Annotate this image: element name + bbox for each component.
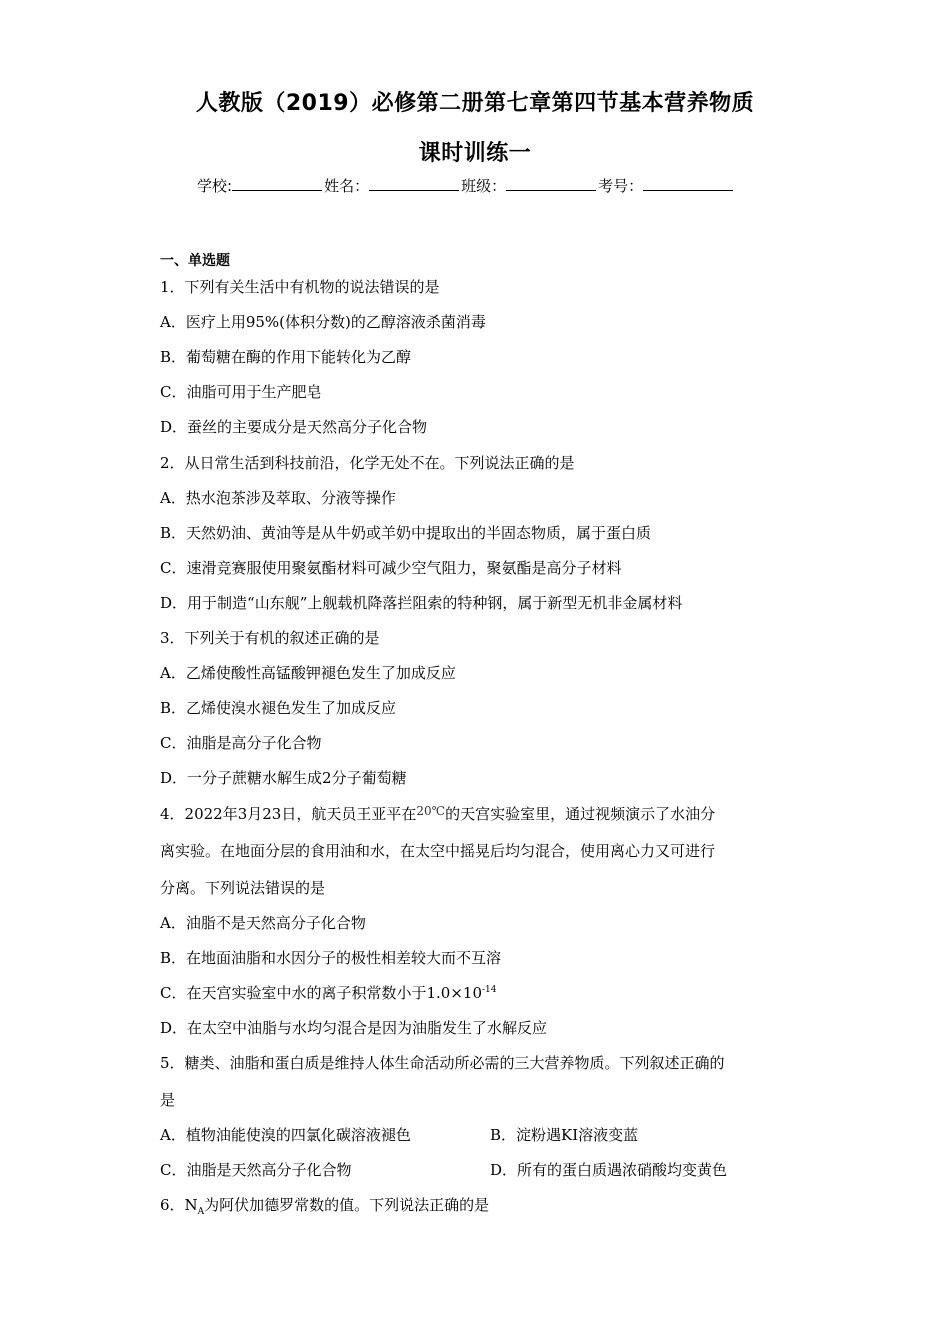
class-blank[interactable] [506,176,596,191]
exponent: -14 [482,985,497,995]
name-label: 姓名： [324,177,370,195]
question-3-stem: 3．下列关于有机的叙述正确的是 [160,629,380,647]
exam-number-label: 考号： [598,177,644,195]
question-5-stem-line2: 是 [160,1091,176,1109]
question-4-stem [160,803,715,824]
question-1-stem: 1．下列有关生活中有机物的说法错误的是 [160,278,440,296]
question-4-stem-post: 的天宫实验室里，通过视频演示了水油分 [445,805,716,823]
question-6-prefix: 6．N [160,1196,198,1214]
temperature-label: 20℃ [416,804,446,818]
page-subtitle: 课时训练一 [418,141,532,166]
school-label: 学校: [197,177,233,195]
question-5-option-c: C．油脂是天然高分子化合物 [160,1161,352,1179]
question-4-option-c [160,982,497,1003]
exam-number-blank[interactable] [643,176,733,191]
subscript: A [197,1207,205,1217]
question-1-option-b: B．葡萄糖在酶的作用下能转化为乙醇 [160,348,412,366]
question-4-stem-line3: 分离。下列说法错误的是 [160,879,326,897]
question-4-stem-line2: 离实验。在地面分层的食用油和水，在太空中摇晃后均匀混合，使用离心力又可进行 [160,842,716,860]
question-6-rest: 为阿伏加德罗常数的值。下列说法正确的是 [204,1196,490,1214]
section-heading: 一、单选题 [160,253,230,269]
question-1-option-c: C．油脂可用于生产肥皂 [160,383,322,401]
question-1-option-d: D．蚕丝的主要成分是天然高分子化合物 [160,418,428,436]
question-2-option-c: C．速滑竞赛服使用聚氨酯材料可减少空气阻力，聚氨酯是高分子材料 [160,559,622,577]
class-label: 班级： [461,177,507,195]
question-3-option-d: D．一分子蔗糖水解生成2分子葡萄糖 [160,769,407,787]
question-4-option-a: A．油脂不是天然高分子化合物 [160,914,366,932]
page-title: 人教版（2019）必修第二册第七章第四节基本营养物质 [195,91,755,116]
question-3-option-c: C．油脂是高分子化合物 [160,734,322,752]
question-2-option-b: B．天然奶油、黄油等是从牛奶或羊奶中提取出的半固态物质，属于蛋白质 [160,524,652,542]
question-6-stem [160,1194,489,1217]
question-5-option-b: B．淀粉遇KI溶液变蓝 [490,1126,639,1144]
question-1-option-a: A．医疗上用95%(体积分数)的乙醇溶液杀菌消毒 [160,313,486,331]
question-5-option-d: D．所有的蛋白质遇浓硝酸均变黄色 [490,1161,728,1179]
question-5-option-a: A．植物油能使溴的四氯化碳溶液褪色 [160,1126,411,1144]
question-2-option-d: D．用于制造“山东舰”上舰载机降落拦阻索的特种钢，属于新型无机非金属材料 [160,594,683,612]
school-blank[interactable] [232,176,322,191]
question-3-option-a: A．乙烯使酸性高锰酸钾褪色发生了加成反应 [160,664,456,682]
name-blank[interactable] [369,176,459,191]
question-4-option-d: D．在太空中油脂与水均匀混合是因为油脂发生了水解反应 [160,1019,548,1037]
question-3-option-b: B．乙烯使溴水褪色发生了加成反应 [160,699,397,717]
question-4-option-b: B．在地面油脂和水因分子的极性相差较大而不互溶 [160,949,502,967]
question-4-stem-pre: 4．2022年3月23日，航天员王亚平在 [160,805,417,823]
question-2-stem: 2．从日常生活到科技前沿，化学无处不在。下列说法正确的是 [160,454,575,472]
question-2-option-a: A．热水泡茶涉及萃取、分液等操作 [160,489,396,507]
question-5-stem: 5．糖类、油脂和蛋白质是维持人体生命活动所必需的三大营养物质。下列叙述正确的 [160,1054,725,1072]
question-4-option-c-text: C．在天宫实验室中水的离子积常数小于1.0×10 [160,984,482,1002]
student-info-row [197,175,735,196]
